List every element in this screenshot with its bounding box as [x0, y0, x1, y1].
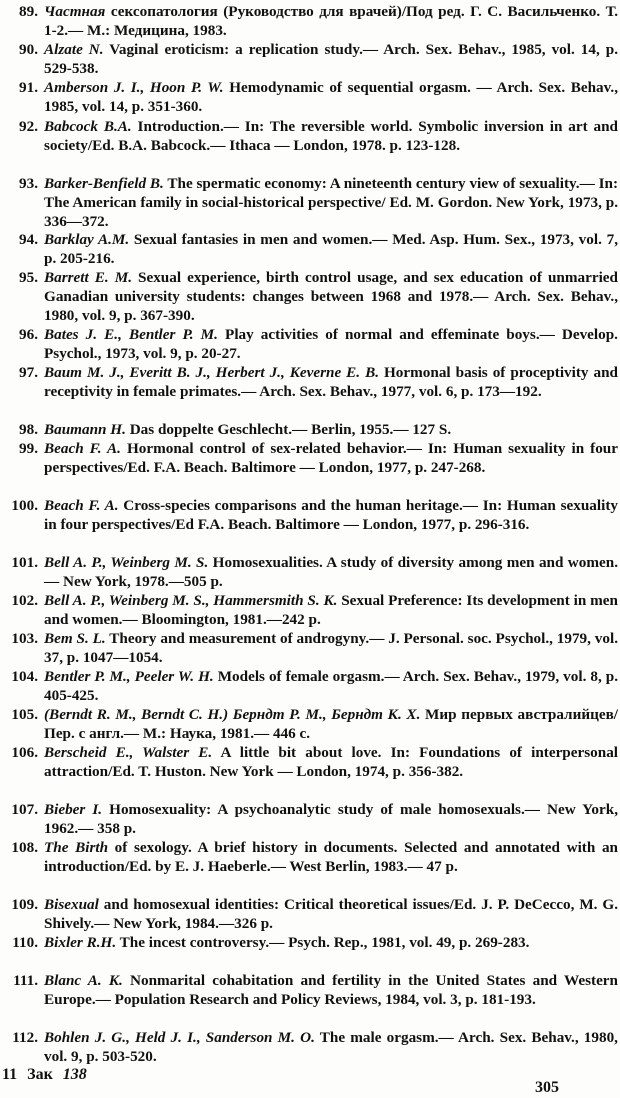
reference-text: Introduction.— In: The reversible world. Symbolic inversion in art and society/Ed. B.A. Babcock.— Ithaca — London, 1978. p. 123-128.: [44, 118, 619, 154]
reference-number: 109.: [11, 896, 38, 913]
reference-author: Beach F. A.: [44, 440, 121, 457]
reference-item: [19, 268, 618, 325]
reference-author: The Birth: [44, 839, 109, 856]
reference-text: Play activities of normal and effeminate boys.— Develop. Psychol., 1973, vol. 9, p. 20-27.: [44, 326, 618, 362]
reference-text: Hormonal basis of proceptivity and receptivity in female primates.— Arch. Sex. Behav., 1977, vol. 6, p. 173—192.: [44, 364, 618, 400]
reference-number: 110.: [12, 934, 38, 951]
reference-text: Vaginal eroticism: a replication study.— Arch. Sex. Behav., 1985, vol. 14, p. 529-538.: [44, 41, 618, 77]
reference-author: Barrett E. M.: [44, 269, 132, 286]
reference-item: [19, 363, 618, 401]
reference-author: Baum M. J., Everitt B. J., Herbert J., Keverne E. B.: [44, 364, 380, 381]
reference-number: 106.: [11, 744, 38, 761]
reference-author: Bell A. P., Weinberg M. S.: [44, 554, 209, 571]
reference-text: Homosexuality: A psychoanalytic study of male homosexuals.— New York, 1962.— 358 p.: [44, 801, 619, 837]
reference-author: Bentler P. M., Peeler W. H.: [44, 668, 214, 685]
reference-number: 91.: [19, 79, 38, 96]
signature-number: 11: [2, 1066, 18, 1083]
reference-item: [19, 78, 618, 116]
reference-text: сексопатология (Руководство для врачей)/Под ред. Г. С. Васильченко. Т. 1-2.— М.: Медицина, 1983.: [44, 3, 618, 39]
reference-number: 97.: [19, 364, 38, 381]
reference-author: Amberson J. I., Hoon P. W.: [44, 79, 224, 96]
reference-author: Barklay A.M.: [44, 231, 130, 248]
reference-item: [19, 40, 618, 78]
reference-text: Hemodynamic of sequential orgasm. — Arch. Sex. Behav., 1985, vol. 14, p. 351-360.: [44, 79, 618, 115]
reference-text: The incest controversy.— Psych. Rep., 1981, vol. 49, p. 269-283.: [116, 934, 530, 951]
reference-text: Sexual Preference: Its development in men and women.— Bloomington, 1981.—242 p.: [44, 592, 618, 628]
reference-item: [11, 895, 618, 933]
reference-item: [11, 800, 619, 838]
reference-author: Alzate N.: [44, 41, 104, 58]
reference-text: Cross-species comparisons and the human heritage.— In: Human sexuality in four perspectives/Ed F.A. Beach. Baltimore — London, 1977, p. 296-316.: [44, 497, 618, 533]
reference-number: 111.: [13, 972, 38, 989]
reference-number: 104.: [11, 668, 38, 685]
reference-author: Babcock B.A.: [44, 118, 132, 135]
reference-text: Theory and measurement of androgyny.— J. Personal. soc. Psychol., 1979, vol. 37, p. 1047—1054.: [44, 630, 618, 666]
reference-text: Sexual experience, birth control usage, and sex education of unmarried Ganadian university students: changes between 1968 and 1978.— Arch. Sex. Behav., 1980, vol. 9, p. 367-390.: [44, 269, 618, 324]
reference-author: Barker-Benfield B.: [44, 175, 164, 192]
reference-number: 93.: [19, 175, 38, 192]
reference-text: and homosexual identities: Critical theoretical issues/Ed. J. P. DeCecco, M. G. Shively.— New York, 1984.—326 p.: [44, 896, 618, 932]
reference-author: Bixler R.H.: [44, 934, 117, 951]
reference-text: Das doppelte Geschlecht.— Berlin, 1955.— 127 S.: [125, 421, 452, 438]
reference-text: Models of female orgasm.— Arch. Sex. Behav., 1979, vol. 8, p. 405-425.: [44, 668, 618, 704]
reference-number: 98.: [19, 421, 38, 438]
reference-number: 95.: [19, 269, 38, 286]
reference-item: [19, 420, 618, 439]
order-number: 138: [62, 1066, 87, 1083]
reference-item: [19, 174, 618, 231]
reference-author: (Berndt R. M., Berndt C. H.) Берндт Р. М., Берндт К. Х.: [44, 706, 421, 723]
reference-item: [11, 838, 618, 876]
reference-text: Nonmarital cohabitation and fertility in the United States and Western Europe.— Population Research and Policy Reviews, 1984, vol. 3, p. 181-193.: [44, 972, 618, 1008]
reference-number: 112.: [12, 1029, 38, 1046]
reference-item: [12, 933, 618, 952]
reference-number: 89.: [19, 3, 38, 20]
reference-text: Hormonal control of sex-related behavior.— In: Human sexuality in four perspectives/Ed. F.A. Beach. Baltimore — London, 1977, p. 247-268.: [44, 440, 618, 476]
reference-item: [11, 629, 618, 667]
reference-text: Мир первых австралийцев/Пер. с англ.— М.: Наука, 1981.— 446 с.: [44, 706, 618, 742]
reference-item: [19, 439, 618, 477]
reference-text: The spermatic economy: A nineteenth century view of sexuality.— In: The American family in social-historical perspective/ Ed. M. Gordon. New York, 1973, p. 336—372.: [44, 175, 618, 230]
reference-number: 96.: [19, 326, 38, 343]
reference-number: 90.: [19, 41, 38, 58]
reference-author: Bohlen J. G., Held J. I., Sanderson M. O.: [44, 1029, 315, 1046]
reference-number: 94.: [19, 231, 38, 248]
reference-text: A little bit about love. In: Foundations of interpersonal attraction/Ed. T. Huston. New York — London, 1974, p. 356-382.: [44, 744, 619, 780]
reference-number: 92.: [19, 118, 38, 135]
reference-author: Bell A. P., Weinberg M. S., Hammersmith S. K.: [44, 592, 338, 609]
reference-text: Sexual fantasies in men and women.— Med. Asp. Hum. Sex., 1973, vol. 7, p. 205-216.: [44, 231, 618, 267]
reference-item: [11, 496, 618, 534]
reference-item: [11, 553, 618, 591]
reference-author: Baumann H.: [44, 421, 126, 438]
reference-item: [19, 325, 618, 363]
reference-author: Blanc A. K.: [44, 972, 123, 989]
order-label: Зак: [27, 1066, 53, 1083]
reference-author: Bem S. L.: [44, 630, 106, 647]
reference-item: [19, 2, 618, 40]
reference-author: Bates J. E., Bentler P. M.: [44, 326, 218, 343]
reference-item: [11, 667, 618, 705]
reference-author: Beach F. A.: [44, 497, 119, 514]
reference-text: of sexology. A brief history in documents. Selected and annotated with an introduction/Ed. by E. J. Haeberle.— West Berlin, 1983.— 47 p.: [44, 839, 618, 875]
reference-text: The male orgasm.— Arch. Sex. Behav., 1980, vol. 9, p. 503-520.: [44, 1029, 618, 1065]
reference-author: Bisexual: [44, 896, 99, 913]
reference-item: [19, 230, 618, 268]
reference-number: 102.: [11, 592, 38, 609]
reference-author: Частная: [44, 3, 106, 20]
reference-author: Bieber I.: [44, 801, 103, 818]
reference-item: [12, 1028, 618, 1066]
reference-item: [11, 591, 618, 629]
reference-item: [11, 705, 618, 743]
reference-text: Homosexualities. A study of diversity among men and women.— New York, 1978.—505 p.: [44, 554, 618, 590]
print-signature: [2, 1066, 97, 1084]
reference-author: Berscheid E., Walster E.: [44, 744, 213, 761]
reference-item: [13, 971, 618, 1009]
reference-number: 100.: [11, 497, 38, 514]
reference-number: 101.: [11, 554, 38, 571]
reference-item: [11, 743, 619, 781]
reference-number: 108.: [11, 839, 38, 856]
reference-item: [19, 117, 619, 155]
reference-number: 107.: [11, 801, 38, 818]
reference-number: 105.: [11, 706, 38, 723]
reference-number: 99.: [19, 440, 38, 457]
reference-number: 103.: [11, 630, 38, 647]
page-number: 305: [535, 1079, 559, 1096]
